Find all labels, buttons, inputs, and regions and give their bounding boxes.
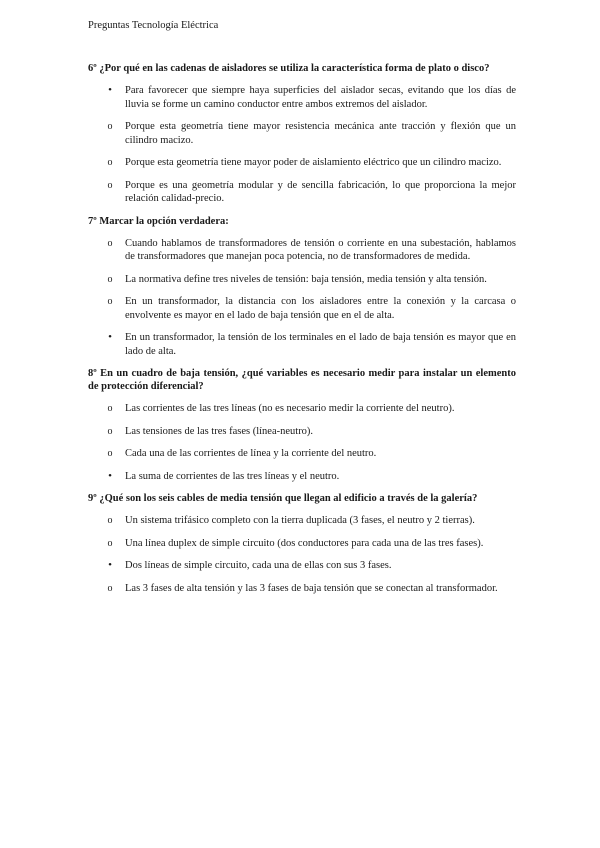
question-9-options: [88, 514, 516, 595]
option: [88, 237, 516, 264]
option-text: En un transformador, la distancia con los aisladores entre la conexión y la carcasa o envolvente es mayor en el lado de baja tensión que en el de alta.: [125, 296, 516, 321]
hollow-bullet-icon: o: [107, 179, 113, 191]
questions-list: [88, 62, 516, 604]
option-text: Porque es una geometría modular y de sencilla fabricación, lo que proporciona la mejor relación calidad-precio.: [125, 179, 516, 204]
option-text: Las corrientes de las tres líneas (no es necesario medir la corriente del neutro).: [125, 403, 455, 414]
option-text: La suma de corrientes de las tres líneas y el neutro.: [125, 470, 340, 482]
option-text: Una línea duplex de simple circuito (dos conductores para cada una de las tres fases).: [125, 537, 484, 549]
option: [88, 447, 516, 461]
option: [88, 179, 516, 206]
question-8-text: 8º En un cuadro de baja tensión, ¿qué variables es necesario medir para instalar un elemento de protección diferencial?: [88, 368, 516, 392]
hollow-bullet-icon: o: [107, 296, 113, 307]
option-text: Cada una de las corrientes de línea y la corriente del neutro.: [125, 448, 377, 459]
question-9: [88, 492, 516, 595]
question-7-text: 7º Marcar la opción verdadera:: [88, 215, 229, 227]
filled-bullet-icon: •: [108, 331, 112, 343]
option-text: Dos líneas de simple circuito, cada una de ellas con sus 3 fases.: [125, 560, 392, 571]
question-8: [88, 367, 516, 483]
hollow-bullet-icon: o: [107, 537, 113, 549]
option: [88, 537, 516, 551]
question-8-options: [88, 402, 516, 483]
question-6: [88, 62, 516, 206]
page-header: Preguntas Tecnología Eléctrica: [88, 20, 219, 31]
hollow-bullet-icon: o: [107, 157, 113, 168]
hollow-bullet-icon: o: [107, 582, 113, 594]
hollow-bullet-icon: o: [107, 237, 113, 249]
option: [88, 84, 516, 111]
hollow-bullet-icon: o: [107, 403, 113, 414]
option-text: La normativa define tres niveles de tensión: baja tensión, media tensión y alta tensión.: [125, 273, 487, 285]
option: [88, 470, 516, 484]
option: [88, 402, 516, 416]
option-text: Cuando hablamos de transformadores de tensión o corriente en una subestación, hablamos de transformadores que manejan poca potencia, no de transformadores de medida.: [125, 237, 516, 262]
question-6-options: [88, 84, 516, 206]
filled-bullet-icon: •: [108, 469, 112, 482]
question-9-text: 9º ¿Qué son los seis cables de media tensión que llegan al edificio a través de la galería?: [88, 493, 478, 504]
filled-bullet-icon: •: [108, 84, 112, 96]
hollow-bullet-icon: o: [107, 273, 113, 285]
question-7: [88, 215, 516, 359]
option: [88, 120, 516, 147]
option: [88, 156, 516, 170]
option-text: Un sistema trifásico completo con la tierra duplicada (3 fases, el neutro y 2 tierras).: [125, 515, 475, 526]
hollow-bullet-icon: o: [107, 425, 113, 437]
option-text: En un transformador, la tensión de los terminales en el lado de baja tensión es mayor que en lado de alta.: [125, 332, 516, 357]
question-6-text: 6º ¿Por qué en las cadenas de aisladores se utiliza la característica forma de plato o disco?: [88, 63, 490, 74]
option: [88, 514, 516, 528]
hollow-bullet-icon: o: [107, 515, 113, 526]
option-text: Las 3 fases de alta tensión y las 3 fases de baja tensión que se conectan al transformador.: [125, 582, 498, 594]
option: [88, 273, 516, 287]
option: [88, 425, 516, 439]
option-text: Las tensiones de las tres fases (línea-neutro).: [125, 425, 314, 437]
hollow-bullet-icon: o: [107, 121, 113, 132]
filled-bullet-icon: •: [108, 559, 112, 571]
option: [88, 295, 516, 322]
option: [88, 331, 516, 358]
hollow-bullet-icon: o: [107, 448, 113, 459]
option-text: Para favorecer que siempre haya superficies del aislador secas, evitando que los días de lluvia se forme un camino conductor entre ambos extremos del aislador.: [125, 85, 516, 110]
option-text: Porque esta geometría tiene mayor resistencia mecánica ante tracción y flexión que un cilindro macizo.: [125, 121, 516, 146]
question-7-options: [88, 237, 516, 359]
option: [88, 582, 516, 596]
option: [88, 559, 516, 573]
option-text: Porque esta geometría tiene mayor poder de aislamiento eléctrico que un cilindro macizo.: [125, 157, 502, 168]
